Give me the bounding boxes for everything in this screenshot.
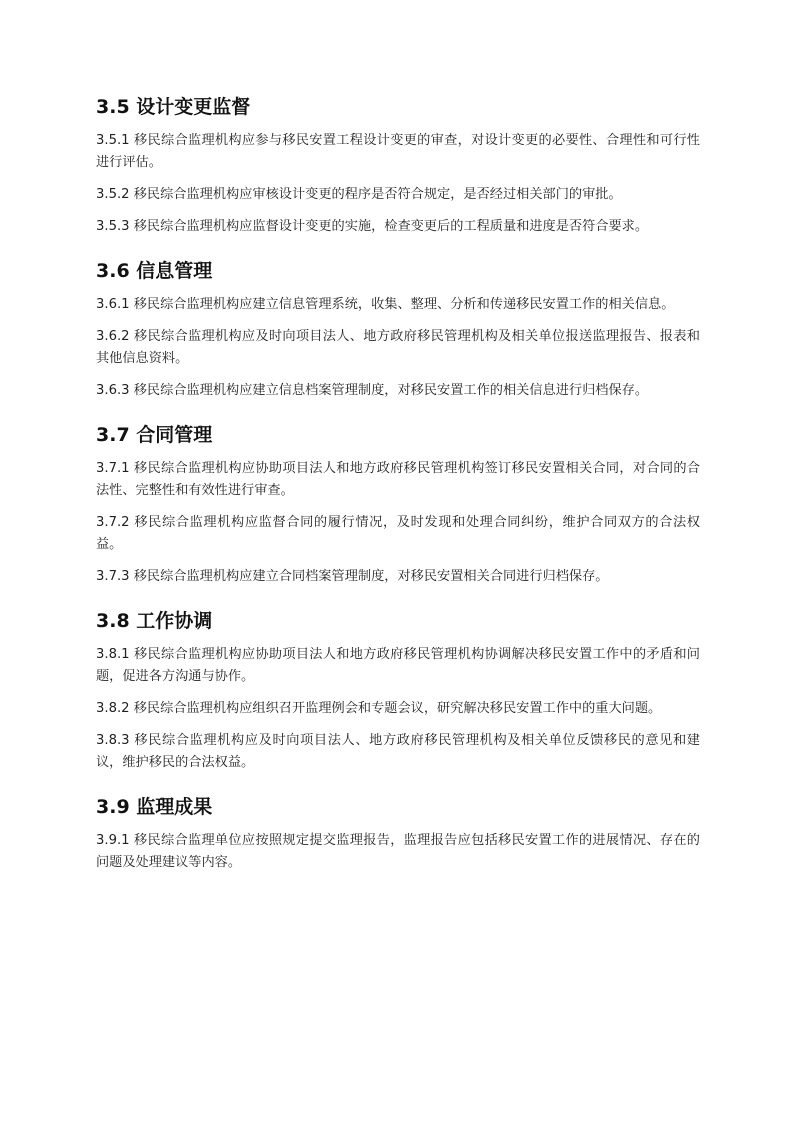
document-page: [96, 92, 700, 884]
clause-3-5-3: 3.5.3 移民综合监理机构应监督设计变更的实施，检查变更后的工程质量和进度是否符合要求。: [96, 219, 649, 234]
section-title: 3.5 设计变更监督: [96, 96, 251, 118]
clause-3-6-1: 3.6.1 移民综合监理机构应建立信息管理系统，收集、整理、分析和传递移民安置工作的相关信息。: [96, 297, 675, 312]
clause-3-8-2: 3.8.2 移民综合监理机构应组织召开监理例会和专题会议，研究解决移民安置工作中的重大问题。: [96, 701, 662, 716]
clause-3-8-3: 3.8.3 移民综合监理机构应及时向项目法人、地方政府移民管理机构及相关单位反馈移民的意见和建议，维护移民的合法权益。: [96, 733, 700, 770]
section-3-9: [96, 792, 700, 874]
section-3-6: [96, 256, 700, 402]
clause-3-5-1: 3.5.1 移民综合监理机构应参与移民安置工程设计变更的审查，对设计变更的必要性、合理性和可行性进行评估。: [96, 133, 700, 170]
clause-3-5-2: 3.5.2 移民综合监理机构应审核设计变更的程序是否符合规定，是否经过相关部门的审批。: [96, 187, 622, 202]
clause-3-7-3: 3.7.3 移民综合监理机构应建立合同档案管理制度，对移民安置相关合同进行归档保存。: [96, 569, 609, 584]
section-3-7: [96, 420, 700, 588]
clause-3-7-1: 3.7.1 移民综合监理机构应协助项目法人和地方政府移民管理机构签订移民安置相关合同，对合同的合法性、完整性和有效性进行审查。: [96, 461, 700, 498]
clause-3-7-2: 3.7.2 移民综合监理机构应监督合同的履行情况，及时发现和处理合同纠纷，维护合同双方的合法权益。: [96, 515, 700, 552]
section-title: 3.8 工作协调: [96, 610, 213, 632]
section-3-5: [96, 92, 700, 238]
section-title: 3.6 信息管理: [96, 260, 213, 282]
clause-3-9-1: 3.9.1 移民综合监理单位应按照规定提交监理报告，监理报告应包括移民安置工作的进展情况、存在的问题及处理建议等内容。: [96, 833, 700, 870]
section-title: 3.7 合同管理: [96, 424, 213, 446]
section-title: 3.9 监理成果: [96, 796, 213, 818]
clause-3-6-3: 3.6.3 移民综合监理机构应建立信息档案管理制度，对移民安置工作的相关信息进行归档保存。: [96, 383, 649, 398]
clause-3-6-2: 3.6.2 移民综合监理机构应及时向项目法人、地方政府移民管理机构及相关单位报送监理报告、报表和其他信息资料。: [96, 329, 700, 366]
section-3-8: [96, 606, 700, 774]
clause-3-8-1: 3.8.1 移民综合监理机构应协助项目法人和地方政府移民管理机构协调解决移民安置工作中的矛盾和问题，促进各方沟通与协作。: [96, 647, 700, 684]
